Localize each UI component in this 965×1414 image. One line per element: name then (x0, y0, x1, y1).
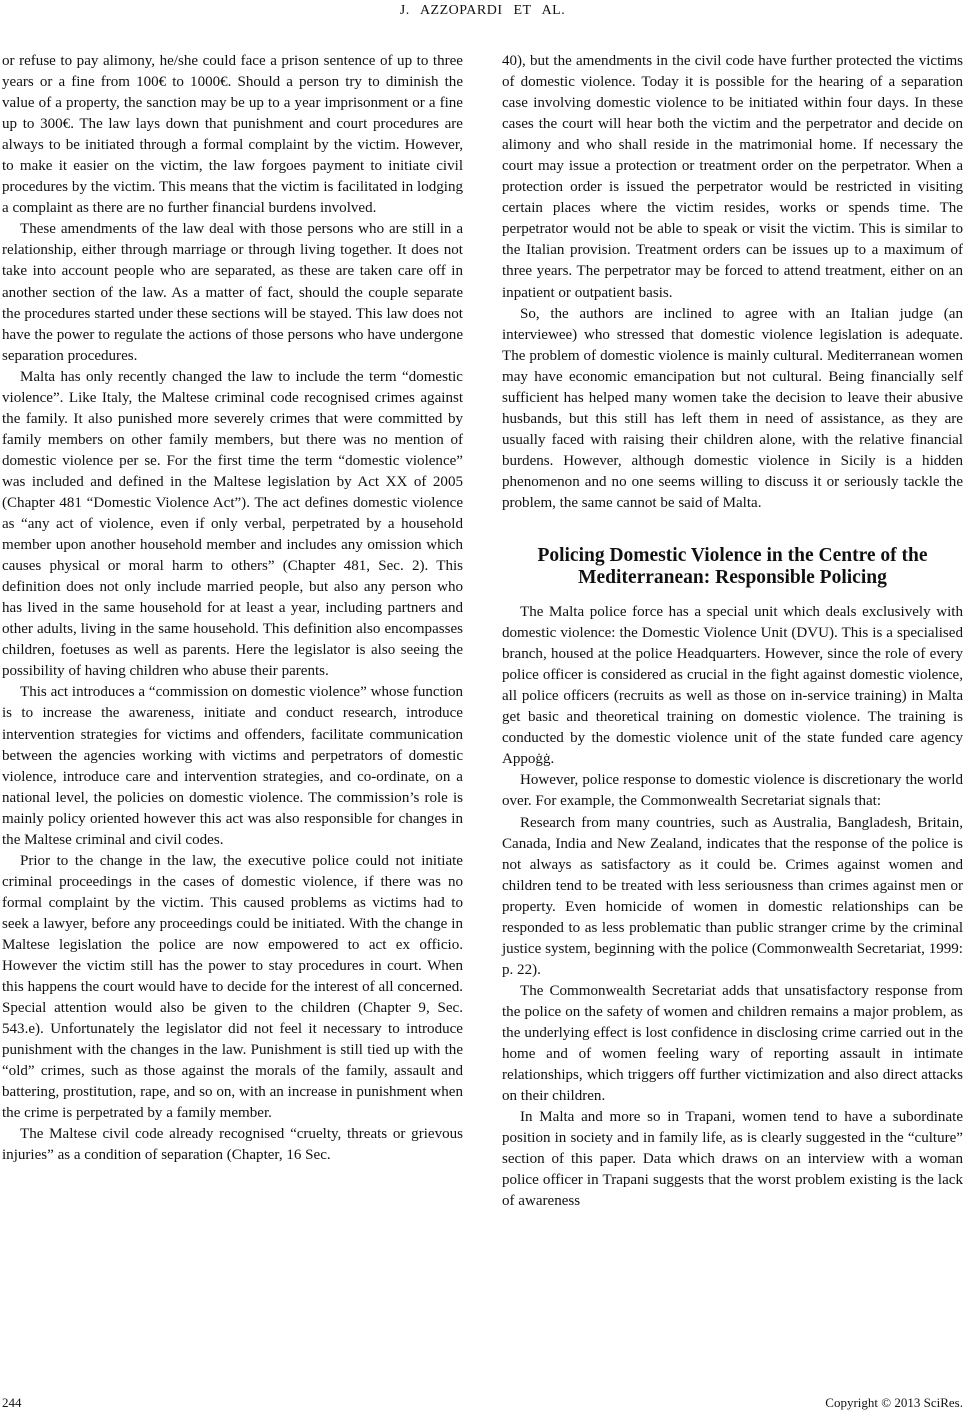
body-paragraph: Malta has only recently changed the law to include the term “domestic violence”. Like Italy, the Maltese criminal code recognised crimes against the family. It also punished more severely crimes that were committed by family members on other family members, but there was no mention of domestic violence per se. For the first time the term “domestic violence” was included and defined in the Maltese legislation by Act XX of 2005 (Chapter 481 “Domestic Violence Act”). The act defines domestic violence as “any act of violence, even if only verbal, perpetrated by a household member upon another household member and includes any omission which causes physical or moral harm to others” (Chapter 481, Sec. 2). This definition does not only include married people, but also any person who has lived in the same household for at least a year, including partners and other adults, living in the same household. This definition also encompasses children, foetuses as well as parents. Here the legislator is also seeing the possibility of having children who abuse their parents. (2, 368, 463, 680)
body-paragraph: or refuse to pay alimony, he/she could face a prison sentence of up to three years or a fine from 100€ to 1000€. Should a person try to diminish the value of a property, the sanction may be up to a year imprisonment or a fine up to 300€. The law lays down that punishment and court procedures are always to be initiated through a formal complaint by the victim. However, to make it easier on the victim, the law forgoes payment to initiate civil procedures by the victim. This means that the victim is facilitated in lodging a complaint as there are no further financial burdens involved. (2, 53, 463, 217)
body-paragraph: The Maltese civil code already recognised “cruelty, threats or grievous injuries” as a condition of separation (Chapter, 16 Sec. (2, 1126, 463, 1164)
body-paragraph: The Malta police force has a special unit which deals exclusively with domestic violence: the Domestic Violence Unit (DVU). This is a specialised branch, housed at the police Headquarters. However, since the role of every police officer is considered as crucial in the fight against domestic violence, all police officers (recruits as well as those on in-service training) in Malta get basic and theoretical training on domestic violence. The training is conducted by the domestic violence unit of the state funded care agency Appoġġ. (502, 604, 963, 768)
right-column (502, 51, 963, 1212)
body-paragraph: 40), but the amendments in the civil code have further protected the victims of domestic violence. Today it is possible for the hearing of a separation case involving domestic violence to be initiated within four days. In these cases the court will hear both the victim and the perpetrator and decide on alimony and who shall reside in the matrimonial home. If necessary the court may issue a protection or treatment order on the perpetrator. When a protection order is issued the perpetrator would be restricted in visiting certain places where the victim resides, works or spends time. The perpetrator would not be able to speak or visit the victim. This is similar to the Italian provision. Treatment orders can be issues up to a maximum of three years. The perpetrator may be forced to attend treatment, either on an inpatient or outpatient basis. (502, 53, 963, 301)
body-paragraph: Prior to the change in the law, the executive police could not initiate criminal proceedings in the cases of domestic violence, if there was no formal complaint by the victim. This caused problems as victims had to seek a lawyer, before any proceedings could be initiated. With the change in Maltese legislation the police are now empowered to act ex officio. However the victim still has the power to stay procedures in court. When this happens the court would have to decide for the interest of all concerned. Special attention would also be given to the children (Chapter 9, Sec. 543.e). Unfortunately the legislator did not feel it necessary to introduce punishment with the changes in the law. Punishment is still tied up with the “old” crimes, such as those against the morals of the family, assault and battering, prostitution, rape, and so on, with an increase in punishment when the crime is perpetrated by a family member. (2, 852, 463, 1122)
page-number: 244 (2, 1395, 22, 1410)
left-column (2, 51, 463, 1166)
body-paragraph: However, police response to domestic violence is discretionary the world over. For example, the Commonwealth Secretariat signals that: (502, 772, 963, 810)
running-head: J. AZZOPARDI ET AL. (399, 3, 566, 18)
body-paragraph: These amendments of the law deal with those persons who are still in a relationship, either through marriage or through living together. It does not take into account people who are separated, as these are taken care off in another section of the law. As a matter of fact, should the couple separate the procedures started under these sections will be stayed. This law does not have the power to regulate the actions of those persons who have undergone separation procedures. (2, 221, 463, 364)
body-paragraph: The Commonwealth Secretariat adds that unsatisfactory response from the police on the safety of women and children remains a major problem, as the underlying effect is lost confidence in disclosing crime carried out in the home and of women feeling wary of reporting assault in intimate relationships, which triggers off further victimization and also direct attacks on their children. (502, 982, 963, 1105)
quoted-paragraph: Research from many countries, such as Australia, Bangladesh, Britain, Canada, India and New Zealand, indicates that the response of the police is not always as satisfactory as it could be. Crimes against women and children tend to be treated with less seriousness than crimes against men or property. Even homicide of women in domestic relationships can be responded to as less problematic than public stranger crime by the criminal justice system, beginning with the police (Commonwealth Secretariat, 1999: p. 22). (502, 814, 963, 978)
section-heading: Policing Domestic Violence in the Centre of the Mediterranean: Responsible Policing (537, 545, 928, 589)
body-paragraph: This act introduces a “commission on domestic violence” whose function is to increase the awareness, initiate and conduct research, introduce intervention strategies for victims and offenders, facilitate communication between the agencies working with victims and perpetrators of domestic violence, introduce care and intervention strategies, and co-ordinate, on a national level, the policies on domestic violence. The commission’s role is mainly policy oriented however this act was also responsible for changes in the Maltese criminal and civil codes. (2, 684, 463, 848)
copyright-notice: Copyright © 2013 SciRes. (825, 1395, 963, 1410)
body-paragraph: So, the authors are inclined to agree with an Italian judge (an interviewee) who stressed that domestic violence legislation is adequate. The problem of domestic violence is mainly cultural. Mediterranean women may have economic emancipation but not cultural. Being financially self sufficient has helped many women take the decision to leave their abusive husbands, but this still has left them in need of assistance, as they are usually faced with raising their children alone, with the relative financial burdens. However, although domestic violence in Sicily is a hidden phenomenon and no one seems willing to discuss it or seriously tackle the problem, the same cannot be said of Malta. (502, 305, 963, 511)
body-paragraph: In Malta and more so in Trapani, women tend to have a subordinate position in society and in family life, as is clearly suggested in the “culture” section of this paper. Data which draws on an interview with a woman police officer in Trapani suggests that the worst problem existing is the lack of awareness (502, 1109, 963, 1210)
